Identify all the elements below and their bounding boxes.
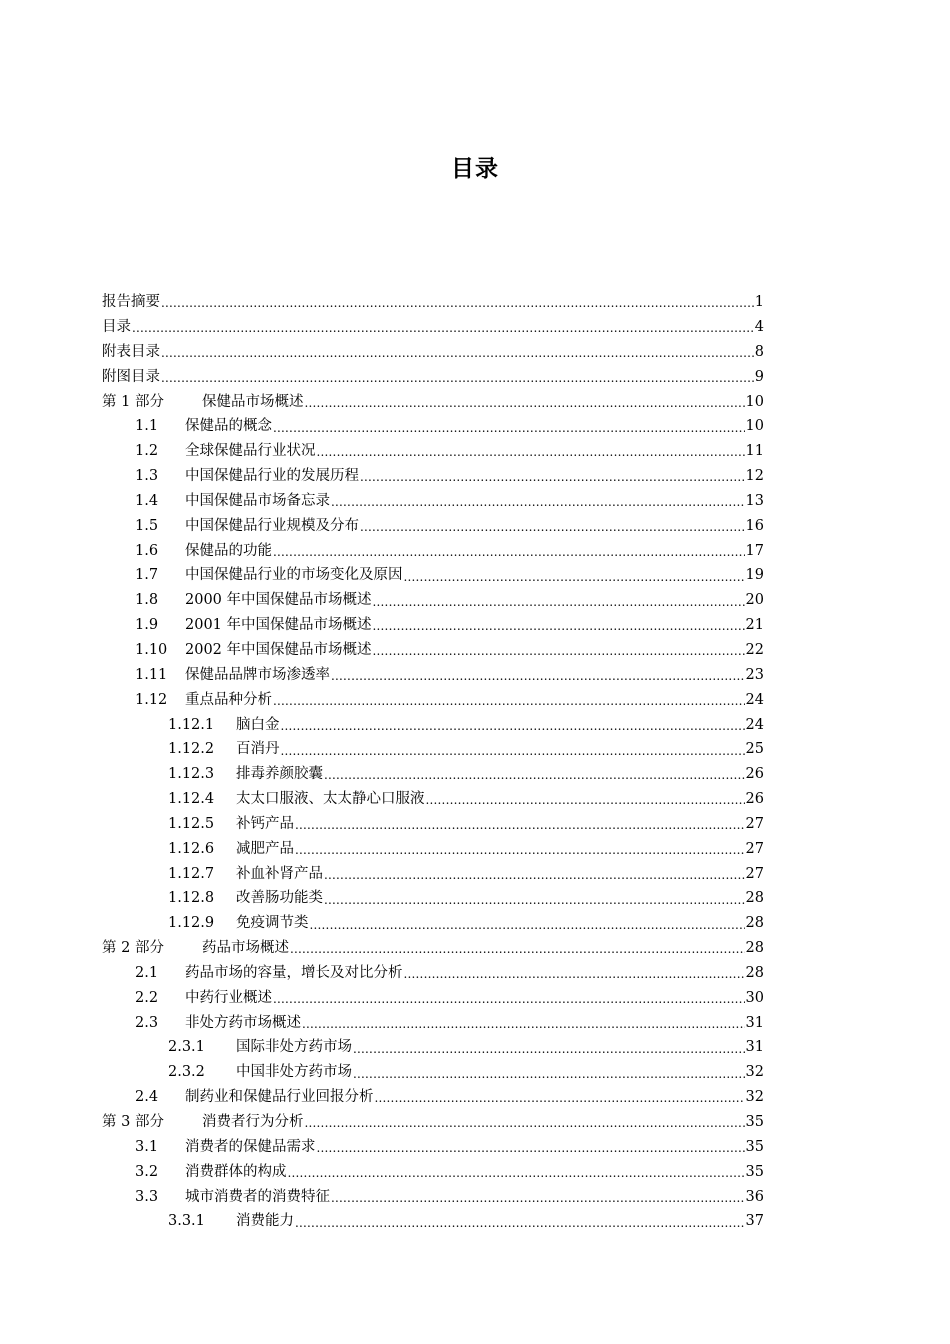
toc-entry-page: 30: [745, 989, 764, 1006]
toc-entry-page: 20: [745, 592, 764, 609]
toc-entry[interactable]: [102, 1060, 764, 1085]
toc-entry-number: 2.1: [135, 964, 159, 981]
toc-entry-page: 28: [745, 915, 764, 932]
toc-entry-label: 制药业和保健品行业回报分析: [185, 1089, 374, 1106]
toc-entry-label: 保健品的概念: [185, 418, 272, 435]
toc-entry-number: 1.2: [135, 443, 159, 460]
toc-entry-number: 1.12.4: [168, 791, 215, 808]
dot-leader: [353, 1041, 745, 1055]
toc-entry[interactable]: [102, 414, 764, 439]
toc-entry[interactable]: [102, 663, 764, 688]
toc-entry-label: 百消丹: [236, 741, 280, 758]
toc-entry-page: 21: [745, 617, 764, 634]
toc-entry-page: 22: [745, 641, 764, 658]
toc-entry-label: 脑白金: [236, 716, 280, 733]
toc-entry-label: 城市消费者的消费特征: [185, 1188, 330, 1205]
dot-leader: [360, 519, 745, 533]
toc-entry-label: 国际非处方药市场: [236, 1039, 352, 1056]
toc-entry-label: 消费群体的构成: [185, 1163, 287, 1180]
dot-leader: [373, 618, 745, 632]
toc-entry-page: 11: [745, 443, 764, 460]
toc-entry-number: 3.3.1: [168, 1213, 205, 1230]
dot-leader: [302, 1016, 745, 1030]
toc-entry-page: 24: [745, 691, 764, 708]
toc-entry-label: 中国保健品行业的市场变化及原因: [185, 567, 403, 584]
toc-entry-label: 消费能力: [236, 1213, 294, 1230]
toc-entry-label: 中药行业概述: [185, 989, 272, 1006]
toc-entry-page: 32: [745, 1064, 764, 1081]
toc-entry-number: 1.3: [135, 468, 159, 485]
toc-entry-label: 药品市场概述: [202, 940, 289, 957]
toc-entry-page: 9: [754, 368, 764, 385]
toc-entry-page: 27: [745, 865, 764, 882]
toc-entry-page: 31: [745, 1039, 764, 1056]
toc-entry-number: 1.1: [135, 418, 159, 435]
toc-entry-page: 17: [745, 542, 764, 559]
toc-entry[interactable]: [102, 1160, 764, 1185]
dot-leader: [310, 917, 745, 931]
toc-entry[interactable]: [102, 290, 764, 315]
toc-entry-label: 补血补肾产品: [236, 865, 323, 882]
toc-entry-label: 附图目录: [102, 368, 160, 385]
toc-entry-page: 24: [745, 716, 764, 733]
toc-entry[interactable]: [102, 1184, 764, 1209]
toc-entry-number: 1.10: [135, 641, 168, 658]
dot-leader: [353, 1066, 745, 1080]
dot-leader: [161, 370, 754, 384]
toc-entry[interactable]: [102, 389, 764, 414]
dot-leader: [360, 469, 745, 483]
toc-entry[interactable]: [102, 340, 764, 365]
toc-entry-page: 4: [754, 319, 764, 336]
toc-entry[interactable]: [102, 1110, 764, 1135]
toc-entry-label: 太太口服液、太太静心口服液: [236, 791, 425, 808]
toc-entry[interactable]: [102, 1035, 764, 1060]
toc-entry-label: 2000 年中国保健品市场概述: [185, 592, 372, 609]
toc-entry[interactable]: [102, 1085, 764, 1110]
toc-entry-number: 1.8: [135, 592, 159, 609]
dot-leader: [161, 295, 754, 309]
toc-entry-number: 1.12.1: [168, 716, 215, 733]
dot-leader: [426, 792, 745, 806]
toc-entry-label: 中国保健品行业的发展历程: [185, 468, 359, 485]
toc-entry-number: 2.3.2: [168, 1064, 205, 1081]
toc-entry-label: 药品市场的容量，增长及对比分析: [185, 964, 403, 981]
toc-entry-label: 保健品的功能: [185, 542, 272, 559]
toc-entry-number: 2.3.1: [168, 1039, 205, 1056]
dot-leader: [273, 991, 745, 1005]
toc-entry[interactable]: [102, 638, 764, 663]
dot-leader: [324, 767, 745, 781]
toc-entry-number: 第 1 部分: [102, 393, 164, 410]
toc-entry-number: 1.12.2: [168, 741, 215, 758]
toc-entry-page: 16: [745, 517, 764, 534]
toc-entry[interactable]: [102, 986, 764, 1011]
toc-entry-page: 26: [745, 791, 764, 808]
dot-leader: [281, 743, 745, 757]
toc-entry[interactable]: [102, 464, 764, 489]
toc-entry-number: 1.12.5: [168, 815, 215, 832]
toc-entry-number: 1.11: [135, 666, 168, 683]
toc-entry-label: 重点品种分析: [185, 691, 272, 708]
toc-entry-number: 3.2: [135, 1163, 159, 1180]
dot-leader: [324, 867, 745, 881]
dot-leader: [305, 395, 745, 409]
page-title: 目录: [451, 156, 499, 182]
toc-entry[interactable]: [102, 563, 764, 588]
dot-leader: [288, 1165, 745, 1179]
toc-entry-number: 1.9: [135, 617, 159, 634]
toc-entry[interactable]: [102, 737, 764, 762]
toc-entry-page: 32: [745, 1089, 764, 1106]
toc-entry-label: 2002 年中国保健品市场概述: [185, 641, 372, 658]
toc-entry-number: 2.3: [135, 1014, 159, 1031]
toc-entry-page: 25: [745, 741, 764, 758]
toc-entry[interactable]: [102, 812, 764, 837]
toc-entry-page: 12: [745, 468, 764, 485]
toc-entry-number: 1.12.9: [168, 915, 215, 932]
toc-entry[interactable]: [102, 911, 764, 936]
toc-entry-page: 31: [745, 1014, 764, 1031]
toc-entry-number: 3.3: [135, 1188, 159, 1205]
toc-entry-label: 中国保健品行业规模及分布: [185, 517, 359, 534]
toc-entry-label: 目录: [102, 319, 131, 336]
toc-entry-label: 改善肠功能类: [236, 890, 323, 907]
toc-entry-label: 排毒养颜胶囊: [236, 766, 323, 783]
toc-entry[interactable]: [102, 688, 764, 713]
toc-entry-label: 非处方药市场概述: [185, 1014, 301, 1031]
toc-entry-label: 减肥产品: [236, 840, 294, 857]
dot-leader: [305, 1115, 745, 1129]
toc-entry-page: 1: [754, 294, 764, 311]
toc-entry-number: 1.6: [135, 542, 159, 559]
toc-entry-label: 保健品市场概述: [202, 393, 304, 410]
toc-entry-page: 28: [745, 964, 764, 981]
dot-leader: [324, 892, 745, 906]
toc-entry[interactable]: [102, 538, 764, 563]
toc-entry[interactable]: [102, 1209, 764, 1234]
toc-entry[interactable]: [102, 365, 764, 390]
toc-entry[interactable]: [102, 762, 764, 787]
dot-leader: [132, 320, 754, 334]
dot-leader: [331, 1190, 745, 1204]
toc-entry[interactable]: [102, 712, 764, 737]
toc-entry-page: 35: [745, 1163, 764, 1180]
toc-entry-label: 保健品品牌市场渗透率: [185, 666, 330, 683]
toc-entry-page: 27: [745, 840, 764, 857]
toc-entry-number: 1.12.8: [168, 890, 215, 907]
toc-entry-page: 36: [745, 1188, 764, 1205]
toc-entry[interactable]: [102, 886, 764, 911]
toc-entry-page: 19: [745, 567, 764, 584]
toc-entry-number: 2.4: [135, 1089, 159, 1106]
dot-leader: [373, 594, 745, 608]
toc-entry-page: 10: [745, 393, 764, 410]
toc-entry-label: 报告摘要: [102, 294, 160, 311]
toc-entry-label: 附表目录: [102, 343, 160, 360]
toc-entry-number: 第 2 部分: [102, 940, 164, 957]
dot-leader: [161, 345, 754, 359]
toc-entry[interactable]: [102, 837, 764, 862]
toc-entry-page: 26: [745, 766, 764, 783]
toc-entry-label: 免疫调节类: [236, 915, 309, 932]
toc-entry[interactable]: [102, 1010, 764, 1035]
dot-leader: [331, 668, 745, 682]
dot-leader: [404, 966, 745, 980]
dot-leader: [281, 718, 745, 732]
toc-entry[interactable]: [102, 514, 764, 539]
dot-leader: [273, 420, 745, 434]
dot-leader: [375, 1090, 745, 1104]
dot-leader: [404, 569, 745, 583]
dot-leader: [290, 941, 745, 955]
toc-entry-label: 补钙产品: [236, 815, 294, 832]
toc-entry-label: 2001 年中国保健品市场概述: [185, 617, 372, 634]
toc-entry-page: 10: [745, 418, 764, 435]
toc-entry[interactable]: [102, 315, 764, 340]
toc-entry-label: 全球保健品行业状况: [185, 443, 316, 460]
toc-entry-page: 13: [745, 492, 764, 509]
toc-entry-page: 23: [745, 666, 764, 683]
dot-leader: [273, 544, 745, 558]
toc-entry-number: 1.7: [135, 567, 159, 584]
dot-leader: [295, 842, 745, 856]
toc-entry[interactable]: [102, 613, 764, 638]
toc-entry[interactable]: [102, 961, 764, 986]
toc-entry-number: 1.12.6: [168, 840, 215, 857]
dot-leader: [373, 643, 745, 657]
toc-entry-number: 1.4: [135, 492, 159, 509]
toc-entry-label: 中国非处方药市场: [236, 1064, 352, 1081]
toc-entry[interactable]: [102, 439, 764, 464]
dot-leader: [331, 494, 745, 508]
toc-entry[interactable]: [102, 861, 764, 886]
toc-entry-number: 1.12.7: [168, 865, 215, 882]
toc-entry-number: 3.1: [135, 1138, 159, 1155]
toc-entry-number: 1.12.3: [168, 766, 215, 783]
toc-entry-page: 28: [745, 890, 764, 907]
toc-entry-number: 1.5: [135, 517, 159, 534]
toc-entry-page: 37: [745, 1213, 764, 1230]
table-of-contents: [102, 290, 764, 1234]
dot-leader: [317, 444, 745, 458]
toc-entry[interactable]: [102, 936, 764, 961]
toc-entry[interactable]: [102, 489, 764, 514]
toc-entry[interactable]: [102, 1135, 764, 1160]
toc-entry-label: 消费者的保健品需求: [185, 1138, 316, 1155]
dot-leader: [273, 693, 745, 707]
toc-entry-number: 1.12: [135, 691, 168, 708]
toc-entry[interactable]: [102, 588, 764, 613]
toc-entry-number: 2.2: [135, 989, 159, 1006]
toc-entry-page: 28: [745, 940, 764, 957]
toc-entry-page: 8: [754, 343, 764, 360]
dot-leader: [317, 1140, 745, 1154]
toc-entry-page: 35: [745, 1138, 764, 1155]
toc-entry-label: 中国保健品市场备忘录: [185, 492, 330, 509]
toc-entry[interactable]: [102, 787, 764, 812]
toc-entry-number: 第 3 部分: [102, 1114, 164, 1131]
toc-entry-page: 27: [745, 815, 764, 832]
dot-leader: [295, 1215, 745, 1229]
toc-entry-label: 消费者行为分析: [202, 1114, 304, 1131]
toc-entry-page: 35: [745, 1114, 764, 1131]
dot-leader: [295, 817, 745, 831]
